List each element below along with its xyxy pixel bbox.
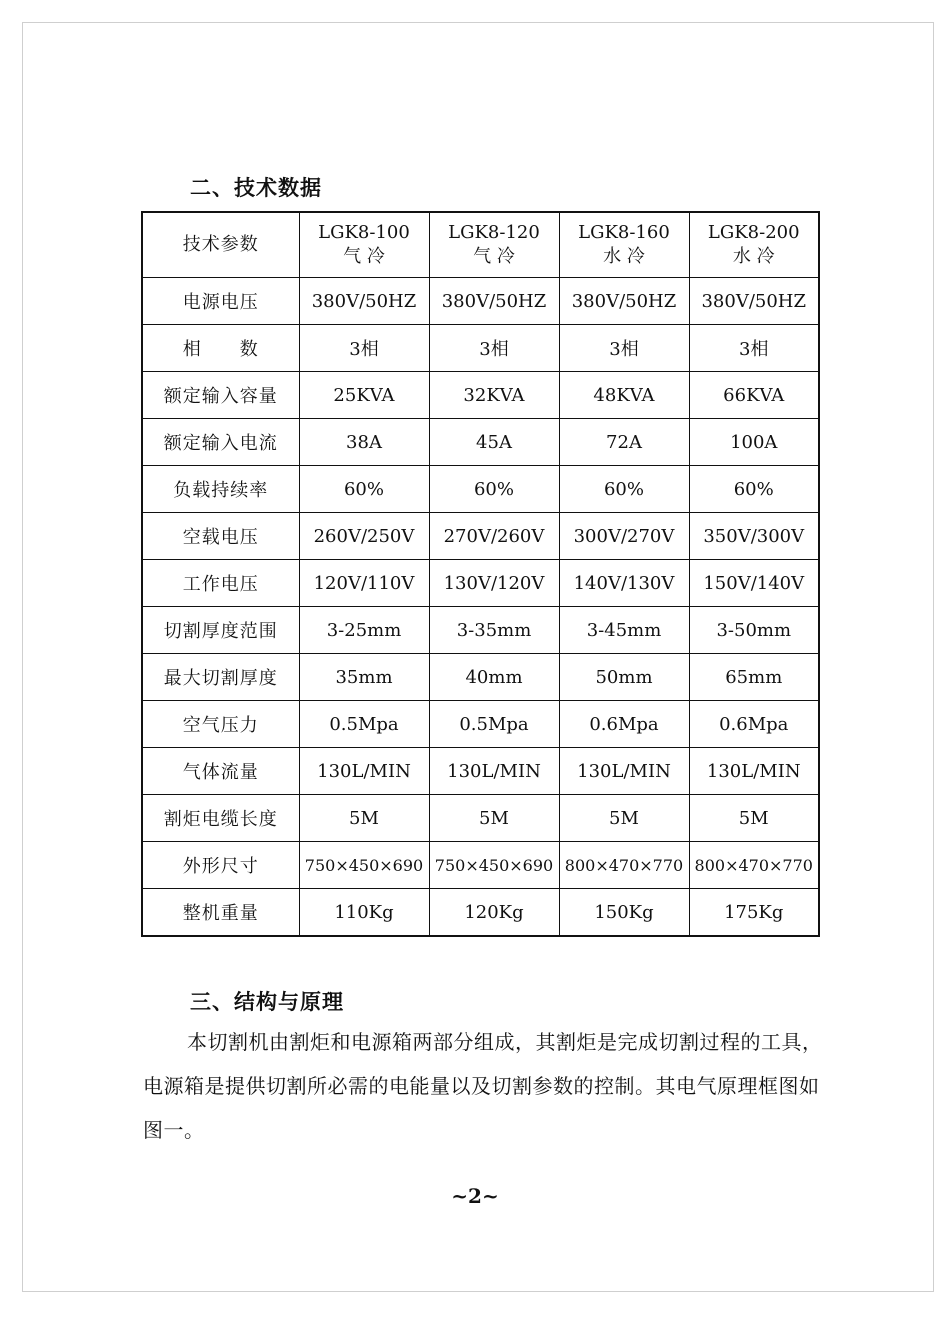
row-label-cell: 整机重量 — [142, 889, 299, 937]
table-row — [142, 560, 819, 607]
row-label-cell: 割炬电缆长度 — [142, 795, 299, 842]
value-cell: 260V/250V — [299, 513, 429, 560]
model-cooling: 气 冷 — [473, 246, 515, 267]
table-row — [142, 466, 819, 513]
row-label-cell: 相 数 — [142, 325, 299, 372]
value-cell: 38A — [299, 419, 429, 466]
value-cell: 175Kg — [689, 889, 819, 937]
value-cell: 72A — [559, 419, 689, 466]
row-label-cell: 空气压力 — [142, 701, 299, 748]
value-cell: 130L/MIN — [429, 748, 559, 795]
value-cell: 0.5Mpa — [429, 701, 559, 748]
value-cell: 270V/260V — [429, 513, 559, 560]
model-name: LGK8-200 — [707, 222, 800, 243]
value-cell: 380V/50HZ — [689, 278, 819, 325]
model-header-cell — [689, 212, 819, 278]
value-cell: 65mm — [689, 654, 819, 701]
value-cell: 0.6Mpa — [559, 701, 689, 748]
value-cell: 3相 — [429, 325, 559, 372]
value-cell: 45A — [429, 419, 559, 466]
model-name: LGK8-100 — [318, 222, 410, 243]
table-row — [142, 748, 819, 795]
value-cell: 380V/50HZ — [559, 278, 689, 325]
section-title-structure-principle: 三、结构与原理 — [190, 990, 344, 1014]
table-row — [142, 325, 819, 372]
value-cell: 35mm — [299, 654, 429, 701]
value-cell: 750×450×690 — [299, 842, 429, 889]
model-name: LGK8-120 — [448, 222, 540, 243]
row-label-cell: 切割厚度范围 — [142, 607, 299, 654]
value-cell: 3-50mm — [689, 607, 819, 654]
value-cell: 50mm — [559, 654, 689, 701]
model-header-cell — [559, 212, 689, 278]
table-row — [142, 513, 819, 560]
value-cell: 60% — [299, 466, 429, 513]
value-cell: 3相 — [559, 325, 689, 372]
table-header-row — [142, 212, 819, 278]
value-cell: 800×470×770 — [559, 842, 689, 889]
row-label-cell: 额定输入电流 — [142, 419, 299, 466]
value-cell: 25KVA — [299, 372, 429, 419]
value-cell: 130L/MIN — [689, 748, 819, 795]
row-label-cell: 负载持续率 — [142, 466, 299, 513]
model-cooling: 水 冷 — [603, 246, 645, 267]
value-cell: 110Kg — [299, 889, 429, 937]
value-cell: 130L/MIN — [559, 748, 689, 795]
row-label-cell: 空载电压 — [142, 513, 299, 560]
value-cell: 3-25mm — [299, 607, 429, 654]
table-row — [142, 372, 819, 419]
value-cell: 40mm — [429, 654, 559, 701]
body-paragraph: 本切割机由割炬和电源箱两部分组成，其割炬是完成切割过程的工具，电源箱是提供切割所必需的电能量以及切割参数的控制。其电气原理框图如图一。 — [143, 1030, 823, 1142]
section-title-technical-data: 二、技术数据 — [190, 176, 322, 200]
table-row — [142, 278, 819, 325]
model-cooling: 水 冷 — [732, 246, 775, 267]
value-cell: 5M — [689, 795, 819, 842]
value-cell: 350V/300V — [689, 513, 819, 560]
value-cell: 130V/120V — [429, 560, 559, 607]
table-row — [142, 419, 819, 466]
value-cell: 800×470×770 — [689, 842, 819, 889]
row-label-cell: 工作电压 — [142, 560, 299, 607]
model-name: LGK8-160 — [578, 222, 670, 243]
value-cell: 3相 — [689, 325, 819, 372]
row-label-cell: 电源电压 — [142, 278, 299, 325]
table-row — [142, 842, 819, 889]
value-cell: 120V/110V — [299, 560, 429, 607]
value-cell: 48KVA — [559, 372, 689, 419]
technical-data-table — [141, 211, 820, 937]
value-cell: 140V/130V — [559, 560, 689, 607]
table-row — [142, 795, 819, 842]
value-cell: 3-35mm — [429, 607, 559, 654]
value-cell: 60% — [689, 466, 819, 513]
value-cell: 130L/MIN — [299, 748, 429, 795]
model-header-cell — [429, 212, 559, 278]
value-cell: 5M — [559, 795, 689, 842]
value-cell: 150V/140V — [689, 560, 819, 607]
table-row — [142, 607, 819, 654]
value-cell: 5M — [299, 795, 429, 842]
table-corner-cell: 技术参数 — [142, 212, 299, 278]
value-cell: 750×450×690 — [429, 842, 559, 889]
value-cell: 380V/50HZ — [429, 278, 559, 325]
model-cooling: 气 冷 — [343, 246, 385, 267]
table-row — [142, 654, 819, 701]
value-cell: 0.6Mpa — [689, 701, 819, 748]
value-cell: 60% — [429, 466, 559, 513]
value-cell: 300V/270V — [559, 513, 689, 560]
row-label-cell: 气体流量 — [142, 748, 299, 795]
value-cell: 100A — [689, 419, 819, 466]
table-row — [142, 701, 819, 748]
value-cell: 150Kg — [559, 889, 689, 937]
row-label-cell: 最大切割厚度 — [142, 654, 299, 701]
table-row — [142, 889, 819, 937]
value-cell: 0.5Mpa — [299, 701, 429, 748]
value-cell: 3相 — [299, 325, 429, 372]
value-cell: 120Kg — [429, 889, 559, 937]
page-number: ~2~ — [451, 1184, 499, 1208]
row-label-cell: 外形尺寸 — [142, 842, 299, 889]
row-label-cell: 额定输入容量 — [142, 372, 299, 419]
value-cell: 3-45mm — [559, 607, 689, 654]
value-cell: 5M — [429, 795, 559, 842]
model-header-cell — [299, 212, 429, 278]
value-cell: 32KVA — [429, 372, 559, 419]
value-cell: 380V/50HZ — [299, 278, 429, 325]
value-cell: 60% — [559, 466, 689, 513]
value-cell: 66KVA — [689, 372, 819, 419]
